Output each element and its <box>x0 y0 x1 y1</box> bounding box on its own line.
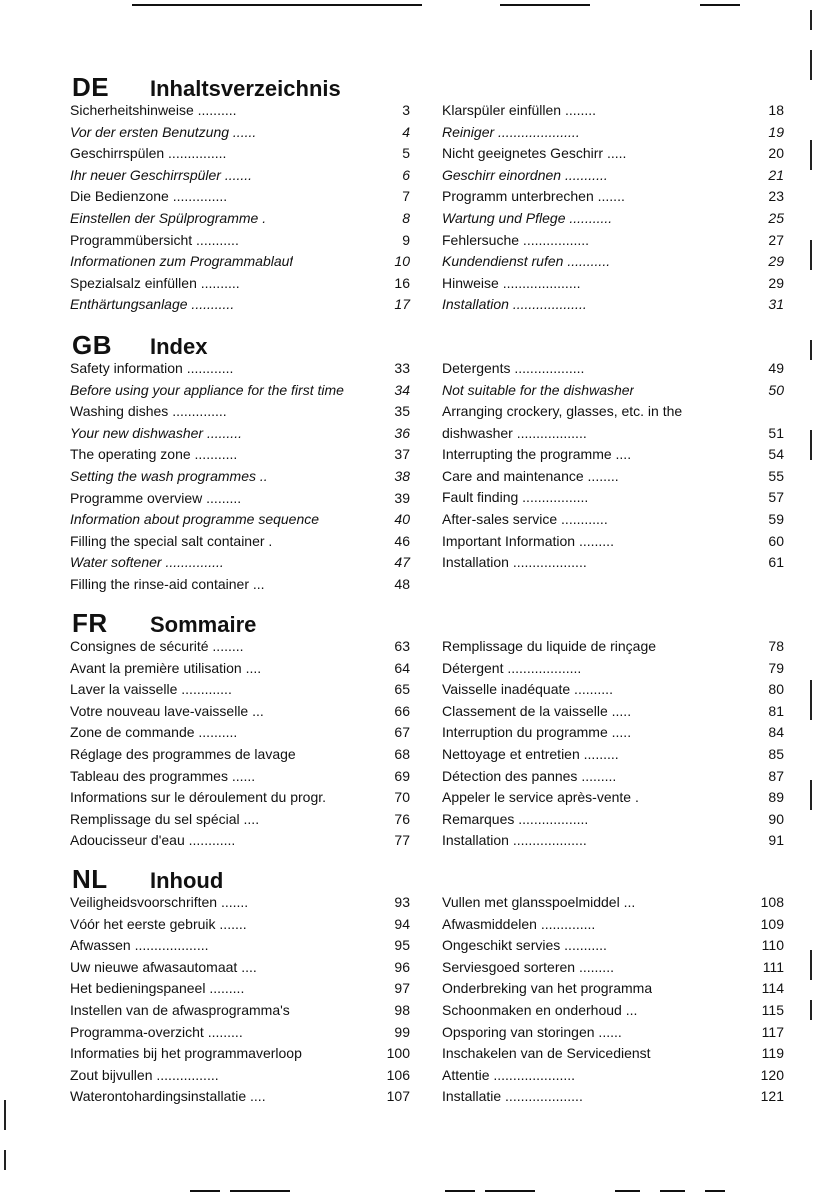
toc-entry-page: 37 <box>394 446 410 463</box>
toc-entry <box>442 701 784 723</box>
toc-entry <box>70 1043 410 1065</box>
toc-entry-page: 35 <box>394 403 410 420</box>
bottom-rule <box>230 1190 290 1192</box>
toc-entry-title: Geschirrspülen ............... <box>70 145 227 162</box>
bottom-rule <box>615 1190 640 1192</box>
section-body <box>70 358 790 598</box>
edge-mark <box>810 50 812 80</box>
toc-entry-title: Informationen zum Programmablauf <box>70 253 294 270</box>
toc-entry <box>70 230 410 252</box>
toc-entry-page: 66 <box>394 702 410 719</box>
toc-entry-title: Détergent ................... <box>442 659 582 676</box>
toc-entry <box>442 143 784 165</box>
edge-mark <box>810 10 812 30</box>
toc-entry-page: 16 <box>394 274 410 291</box>
toc-entry-page: 5 <box>402 145 410 162</box>
toc-entry <box>442 251 784 273</box>
toc-entry-page: 61 <box>768 554 784 571</box>
toc-entry-page: 90 <box>768 810 784 827</box>
toc-entry-title: Zone de commande .......... <box>70 724 238 741</box>
toc-entry-page: 48 <box>394 575 410 592</box>
toc-entry-title: Water softener ............... <box>70 554 224 571</box>
toc-entry-page: 109 <box>760 915 784 932</box>
edge-mark <box>810 950 812 980</box>
toc-entry <box>442 1065 784 1087</box>
toc-entry <box>70 744 410 766</box>
toc-entry <box>70 658 410 680</box>
toc-entry <box>70 466 410 488</box>
edge-mark <box>810 140 812 170</box>
toc-entry-title: Installation ................... <box>442 832 587 849</box>
toc-entry <box>442 744 784 766</box>
toc-entry-title: Die Bedienzone .............. <box>70 188 228 205</box>
toc-entry-title: Schoonmaken en onderhoud ... <box>442 1001 638 1018</box>
section-fr <box>70 608 790 856</box>
toc-entry <box>442 100 784 122</box>
toc-entry-title: Not suitable for the dishwasher <box>442 381 635 398</box>
toc-entry <box>442 273 784 295</box>
toc-entry <box>70 1065 410 1087</box>
toc-entry-page: 107 <box>386 1088 410 1105</box>
toc-entry <box>442 809 784 831</box>
toc-entry-page: 94 <box>394 915 410 932</box>
toc-entry-title: Nettoyage et entretien ......... <box>442 745 619 762</box>
section-title: Index <box>150 334 208 359</box>
toc-entry-page: 33 <box>394 360 410 376</box>
toc-column-left <box>70 636 410 852</box>
toc-entry-page: 49 <box>768 360 784 376</box>
toc-entry-page: 51 <box>768 424 784 441</box>
toc-entry <box>70 444 410 466</box>
toc-entry <box>70 401 410 423</box>
section-body <box>70 892 790 1112</box>
toc-column-left <box>70 358 410 596</box>
toc-entry-page: 23 <box>768 188 784 205</box>
toc-entry <box>70 1086 410 1108</box>
toc-entry-title: Klarspüler einfüllen ........ <box>442 102 597 118</box>
toc-entry-title: Setting the wash programmes .. <box>70 467 268 484</box>
toc-entry-title: Het bedieningspaneel ......... <box>70 980 245 997</box>
toc-entry <box>442 766 784 788</box>
language-code: NL <box>72 864 108 894</box>
toc-entry-title: Vor der ersten Benutzung ...... <box>70 123 257 140</box>
toc-entry-title: Waterontohardingsinstallatie .... <box>70 1088 266 1105</box>
toc-entry-page: 59 <box>768 510 784 527</box>
toc-entry <box>70 636 410 658</box>
toc-column-right <box>442 100 784 316</box>
toc-entry-title: Remplissage du sel spécial .... <box>70 810 260 827</box>
toc-entry-title: Informations sur le déroulement du progr. <box>70 789 327 806</box>
toc-entry-page: 7 <box>402 188 410 205</box>
toc-entry-title: Tableau des programmes ...... <box>70 767 256 784</box>
toc-entry-title: Geschirr einordnen ........... <box>442 166 608 183</box>
toc-entry-page: 95 <box>394 937 410 954</box>
toc-entry <box>70 358 410 380</box>
toc-entry-page: 34 <box>394 381 410 398</box>
section-title: Inhaltsverzeichnis <box>150 76 341 101</box>
toc-entry-page: 10 <box>394 253 410 270</box>
toc-entry <box>442 380 784 402</box>
toc-entry-page: 36 <box>394 424 410 441</box>
toc-entry-page: 97 <box>394 980 410 997</box>
toc-entry-page: 38 <box>394 467 410 484</box>
toc-entry-page: 17 <box>394 296 410 313</box>
toc-entry-page: 119 <box>761 1045 784 1062</box>
toc-entry-title: Reiniger ..................... <box>442 123 580 140</box>
toc-entry-page: 87 <box>768 767 784 784</box>
toc-entry <box>442 552 784 574</box>
toc-entry-page: 70 <box>394 789 410 806</box>
toc-entry-title: Before using your appliance for the first time <box>70 381 344 398</box>
toc-entry-page: 27 <box>768 231 784 248</box>
toc-entry-title: Appeler le service après-vente . <box>442 789 639 806</box>
toc-entry-title: Détection des pannes ......... <box>442 767 617 784</box>
toc-entry <box>442 914 784 936</box>
toc-entry <box>70 423 410 445</box>
toc-entry-page: 120 <box>760 1066 784 1083</box>
toc-entry <box>70 957 410 979</box>
toc-entry-page: 115 <box>761 1001 784 1018</box>
toc-entry-page: 106 <box>386 1066 410 1083</box>
toc-entry <box>70 1022 410 1044</box>
toc-entry-title: Uw nieuwe afwasautomaat .... <box>70 958 257 975</box>
toc-entry-title: Detergents .................. <box>442 360 585 376</box>
toc-entry <box>70 122 410 144</box>
edge-mark <box>4 1150 6 1170</box>
toc-entry <box>70 273 410 295</box>
toc-entry <box>442 165 784 187</box>
toc-entry-title: Veiligheidsvoorschriften ....... <box>70 894 249 910</box>
toc-entry <box>442 957 784 979</box>
toc-entry-title: Zout bijvullen ................ <box>70 1066 219 1083</box>
toc-entry <box>442 401 784 444</box>
toc-entry <box>70 143 410 165</box>
toc-entry-title: Hinweise .................... <box>442 274 581 291</box>
section-title: Inhoud <box>150 868 224 893</box>
toc-entry <box>442 1000 784 1022</box>
toc-entry <box>70 830 410 852</box>
toc-entry-page: 54 <box>768 446 784 463</box>
toc-entry-title: Interrupting the programme .... <box>442 446 632 463</box>
toc-entry-title: Programma-overzicht ......... <box>70 1023 243 1040</box>
toc-entry-page: 18 <box>768 102 784 118</box>
toc-entry-title: Sicherheitshinweise .......... <box>70 102 237 118</box>
toc-entry-page: 121 <box>760 1088 784 1105</box>
toc-entry-page: 84 <box>768 724 784 741</box>
toc-entry <box>70 186 410 208</box>
toc-column-right <box>442 892 784 1108</box>
toc-entry-page: 55 <box>768 467 784 484</box>
toc-entry-title: Vóór het eerste gebruik ....... <box>70 915 247 932</box>
toc-entry-page: 79 <box>768 659 784 676</box>
toc-entry-page: 93 <box>394 894 410 910</box>
section-body <box>70 100 790 320</box>
toc-entry-page: 31 <box>768 296 784 313</box>
toc-entry-title: Remarques .................. <box>442 810 589 827</box>
toc-entry <box>442 1022 784 1044</box>
toc-entry-title: Washing dishes .............. <box>70 403 227 420</box>
language-code: FR <box>72 608 108 638</box>
toc-entry <box>442 787 784 809</box>
toc-entry-title: Installatie .................... <box>442 1088 583 1105</box>
toc-entry-title: Installation ................... <box>442 296 587 313</box>
edge-mark <box>810 240 812 270</box>
toc-entry-page: 96 <box>394 958 410 975</box>
section-gb <box>70 330 790 598</box>
toc-entry <box>442 978 784 1000</box>
toc-entry <box>442 444 784 466</box>
toc-entry-title: Ongeschikt servies ........... <box>442 937 607 954</box>
toc-entry-title: Opsporing van storingen ...... <box>442 1023 622 1040</box>
toc-column-right <box>442 636 784 852</box>
toc-entry-title: Programme overview ......... <box>70 489 242 506</box>
top-rule <box>700 4 740 6</box>
toc-entry-title: Important Information ......... <box>442 532 614 549</box>
bottom-rule <box>190 1190 220 1192</box>
toc-entry-title: Filling the special salt container . <box>70 532 273 549</box>
toc-entry <box>70 251 410 273</box>
toc-entry-title: Installation ................... <box>442 554 587 571</box>
toc-entry-title: Einstellen der Spülprogramme . <box>70 209 267 226</box>
toc-column-left <box>70 100 410 316</box>
toc-entry <box>442 679 784 701</box>
bottom-rule <box>445 1190 475 1192</box>
toc-entry-page: 69 <box>394 767 410 784</box>
toc-entry <box>70 914 410 936</box>
toc-entry-title: Your new dishwasher ......... <box>70 424 242 441</box>
toc-entry-page: 8 <box>402 209 410 226</box>
section-de <box>70 72 790 320</box>
toc-entry <box>442 466 784 488</box>
toc-entry-title: Arranging crockery, glasses, etc. in the dishwasher .................. <box>442 403 683 441</box>
toc-entry-page: 47 <box>394 554 410 571</box>
toc-entry-title: Inschakelen van de Servicedienst <box>442 1045 651 1062</box>
toc-entry-page: 110 <box>761 937 784 954</box>
top-rule <box>132 4 422 6</box>
toc-entry-page: 99 <box>394 1023 410 1040</box>
toc-entry-title: Information about programme sequence <box>70 511 320 528</box>
edge-mark <box>810 780 812 810</box>
toc-entry <box>442 122 784 144</box>
toc-column-left <box>70 892 410 1108</box>
toc-entry <box>70 787 410 809</box>
toc-entry-title: Vaisselle inadéquate .......... <box>442 681 613 698</box>
toc-entry <box>442 509 784 531</box>
toc-entry-title: Instellen van de afwasprogramma's <box>70 1001 290 1018</box>
toc-entry-page: 40 <box>394 511 410 528</box>
toc-entry <box>70 574 410 596</box>
toc-entry <box>442 1043 784 1065</box>
toc-entry-page: 77 <box>394 832 410 849</box>
toc-entry-page: 80 <box>768 681 784 698</box>
toc-entry-page: 25 <box>768 209 784 226</box>
toc-entry-title: Filling the rinse-aid container ... <box>70 575 265 592</box>
toc-entry-page: 68 <box>394 745 410 762</box>
toc-entry-title: Spezialsalz einfüllen .......... <box>70 274 240 291</box>
toc-entry-page: 78 <box>768 638 784 654</box>
toc-entry-title: Adoucisseur d'eau ............ <box>70 832 236 849</box>
toc-entry-title: Afwassen ................... <box>70 937 209 954</box>
top-rule <box>500 4 590 6</box>
toc-entry <box>442 358 784 380</box>
toc-entry-page: 98 <box>394 1001 410 1018</box>
bottom-rule <box>705 1190 725 1192</box>
toc-entry-title: Wartung und Pflege ........... <box>442 209 613 226</box>
toc-entry-title: Afwasmiddelen .............. <box>442 915 596 932</box>
toc-entry-title: Consignes de sécurité ........ <box>70 638 244 654</box>
toc-entry <box>442 487 784 509</box>
toc-entry-page: 85 <box>768 745 784 762</box>
toc-entry-page: 46 <box>394 532 410 549</box>
toc-entry-page: 64 <box>394 659 410 676</box>
toc-entry <box>442 722 784 744</box>
toc-entry <box>442 1086 784 1108</box>
toc-entry <box>442 935 784 957</box>
toc-entry <box>70 531 410 553</box>
edge-mark <box>810 1000 812 1020</box>
toc-entry <box>70 766 410 788</box>
toc-entry-page: 114 <box>761 980 784 997</box>
toc-entry <box>70 978 410 1000</box>
toc-entry-title: Care and maintenance ........ <box>442 467 619 484</box>
toc-entry-title: Remplissage du liquide de rinçage <box>442 638 657 654</box>
toc-entry-title: Programmübersicht ........... <box>70 231 239 248</box>
toc-entry <box>70 892 410 914</box>
toc-entry <box>70 488 410 510</box>
toc-entry-page: 89 <box>768 789 784 806</box>
toc-entry-page: 67 <box>394 724 410 741</box>
toc-entry-title: Interruption du programme ..... <box>442 724 632 741</box>
toc-entry-page: 117 <box>761 1023 784 1040</box>
toc-entry-title: Classement de la vaisselle ..... <box>442 702 632 719</box>
toc-entry <box>70 701 410 723</box>
toc-entry-page: 3 <box>402 102 410 118</box>
bottom-rule <box>660 1190 685 1192</box>
toc-entry-page: 6 <box>402 166 410 183</box>
toc-entry-page: 111 <box>762 958 784 975</box>
toc-entry-page: 19 <box>768 123 784 140</box>
toc-entry-page: 50 <box>768 381 784 398</box>
toc-entry <box>70 552 410 574</box>
toc-entry-title: Fehlersuche ................. <box>442 231 590 248</box>
toc-entry-title: After-sales service ............ <box>442 510 608 527</box>
toc-entry <box>70 100 410 122</box>
section-title: Sommaire <box>150 612 257 637</box>
toc-entry-title: Vullen met glansspoelmiddel ... <box>442 894 636 910</box>
toc-entry-title: Laver la vaisselle ............. <box>70 681 232 698</box>
toc-entry-title: Réglage des programmes de lavage <box>70 745 296 762</box>
toc-entry-page: 21 <box>768 166 784 183</box>
toc-entry-page: 76 <box>394 810 410 827</box>
toc-entry <box>70 165 410 187</box>
toc-entry-title: Ihr neuer Geschirrspüler ....... <box>70 166 253 183</box>
toc-entry-title: Safety information ............ <box>70 360 234 376</box>
toc-entry <box>70 294 410 316</box>
toc-entry-page: 39 <box>394 489 410 506</box>
toc-entry-page: 81 <box>768 702 784 719</box>
toc-entry-title: Kundendienst rufen ........... <box>442 253 611 270</box>
toc-entry-page: 100 <box>386 1045 410 1062</box>
bottom-rule <box>485 1190 535 1192</box>
edge-mark <box>810 430 812 460</box>
toc-entry <box>70 380 410 402</box>
toc-entry-page: 65 <box>394 681 410 698</box>
toc-entry <box>442 892 784 914</box>
toc-entry-title: Nicht geeignetes Geschirr ..... <box>442 145 627 162</box>
toc-entry <box>70 809 410 831</box>
toc-entry <box>442 830 784 852</box>
toc-entry-title: Votre nouveau lave-vaisselle ... <box>70 702 264 719</box>
toc-entry-page: 29 <box>768 274 784 291</box>
toc-column-right <box>442 358 784 574</box>
section-body <box>70 636 790 856</box>
toc-entry <box>442 531 784 553</box>
toc-entry <box>442 294 784 316</box>
edge-mark <box>810 340 812 360</box>
toc-entry-title: The operating zone ........... <box>70 446 238 463</box>
toc-entry <box>442 230 784 252</box>
toc-entry-title: Informaties bij het programmaverloop <box>70 1045 302 1062</box>
toc-entry-title: Avant la première utilisation .... <box>70 659 262 676</box>
toc-entry <box>70 722 410 744</box>
toc-entry-title: Fault finding ................. <box>442 489 589 506</box>
edge-mark <box>4 1100 6 1130</box>
toc-entry <box>70 509 410 531</box>
toc-entry-page: 9 <box>402 231 410 248</box>
toc-entry <box>70 1000 410 1022</box>
toc-entry-title: Programm unterbrechen ....... <box>442 188 625 205</box>
language-code: GB <box>72 330 112 360</box>
edge-mark <box>810 680 812 720</box>
toc-entry <box>70 208 410 230</box>
toc-entry-title: Serviesgoed sorteren ......... <box>442 958 614 975</box>
toc-entry-page: 60 <box>768 532 784 549</box>
toc-entry <box>442 636 784 658</box>
section-nl <box>70 864 790 1112</box>
toc-entry <box>70 679 410 701</box>
toc-entry <box>442 186 784 208</box>
toc-entry <box>442 208 784 230</box>
toc-entry-page: 63 <box>394 638 410 654</box>
language-code: DE <box>72 72 110 102</box>
toc-entry-page: 57 <box>768 489 784 506</box>
toc-entry-page: 20 <box>768 145 784 162</box>
toc-entry-title: Onderbreking van het programma <box>442 980 653 997</box>
toc-entry-page: 29 <box>768 253 784 270</box>
toc-entry <box>70 935 410 957</box>
toc-entry-title: Enthärtungsanlage ........... <box>70 296 235 313</box>
toc-entry-title: Attentie ..................... <box>442 1066 576 1083</box>
toc-entry-page: 108 <box>760 894 784 910</box>
toc-entry-page: 4 <box>402 123 410 140</box>
toc-entry-page: 91 <box>768 832 784 849</box>
toc-entry <box>442 658 784 680</box>
